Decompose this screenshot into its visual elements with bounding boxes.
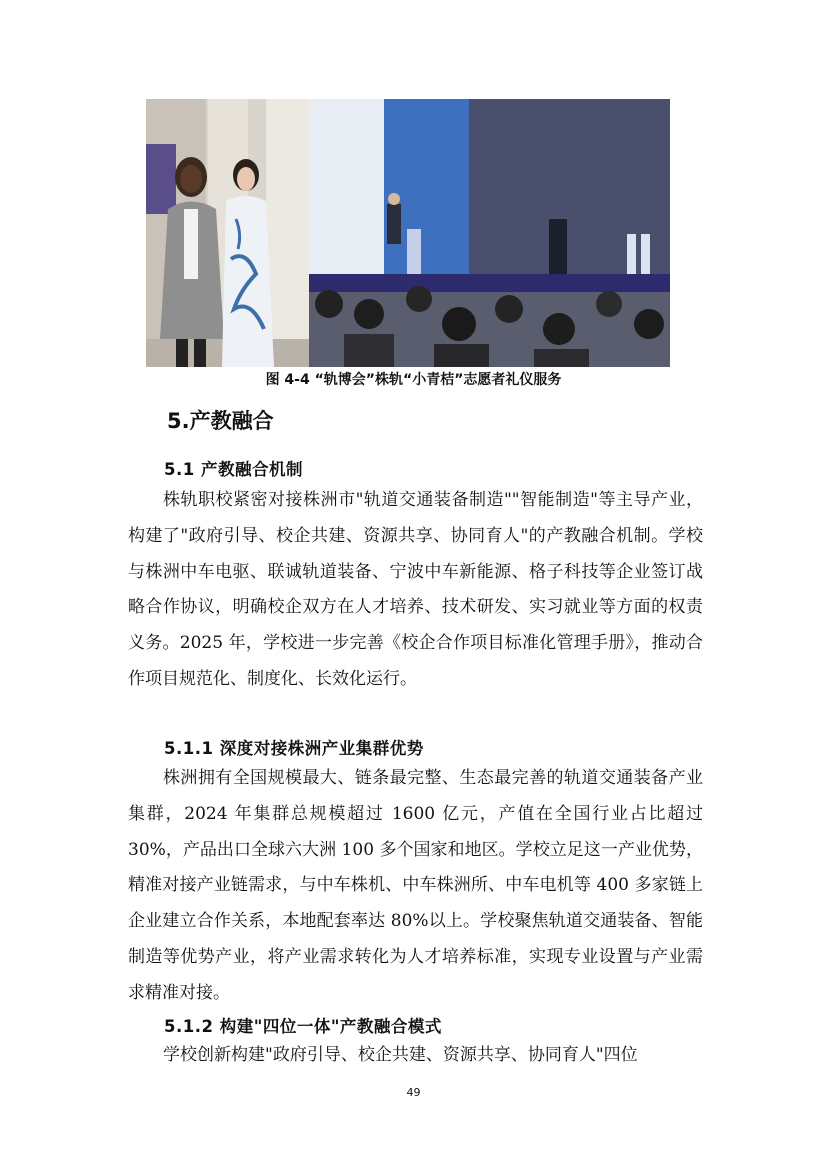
body-paragraph: 学校创新构建"政府引导、校企共建、资源共享、协同育人"四位 xyxy=(163,1045,638,1065)
conference-photo xyxy=(309,99,670,367)
volunteers-photo xyxy=(146,99,309,367)
subsection-heading: 5.1.2 构建"四位一体"产教融合模式 xyxy=(164,1017,442,1036)
subsection-heading: 5.1 产教融合机制 xyxy=(164,460,303,479)
body-paragraph: 株洲拥有全国规模最大、链条最完整、生态最完善的轨道交通装备产业集群，2024 年集群总规模超过 1600 亿元，产值在全国行业占比超过 30%，产品出口全球六大洲 100 多个国家和地区。学校立足这一产业优势，精准对接产业链需求，与中车株机、中车株洲所、中车电机等 400 多家链上企业建立合作关系，本地配套率达 80%以上。学校聚焦轨道交通装备、智能制造等优势产业，将产业需求转化为人才培养标准，实现专业设置与产业需求精准对接。 xyxy=(128,768,703,1003)
figure-photo xyxy=(146,99,670,367)
body-paragraph: 株轨职校紧密对接株洲市"轨道交通装备制造""智能制造"等主导产业，构建了"政府引导、校企共建、资源共享、协同育人"的产教融合机制。学校与株洲中车电驱、联诚轨道装备、宁波中车新能源、格子科技等企业签订战略合作协议，明确校企双方在人才培养、技术研发、实习就业等方面的权责义务。2025 年，学校进一步完善《校企合作项目标准化管理手册》，推动合作项目规范化、制度化、长效化运行。 xyxy=(128,490,703,689)
figure-caption: 图 4-4 “轨博会”株轨“小青桔”志愿者礼仪服务 xyxy=(265,372,562,388)
section-title: 5.产教融合 xyxy=(167,409,274,433)
subsection-heading: 5.1.1 深度对接株洲产业集群优势 xyxy=(164,739,424,758)
page-number: 49 xyxy=(406,1086,421,1099)
